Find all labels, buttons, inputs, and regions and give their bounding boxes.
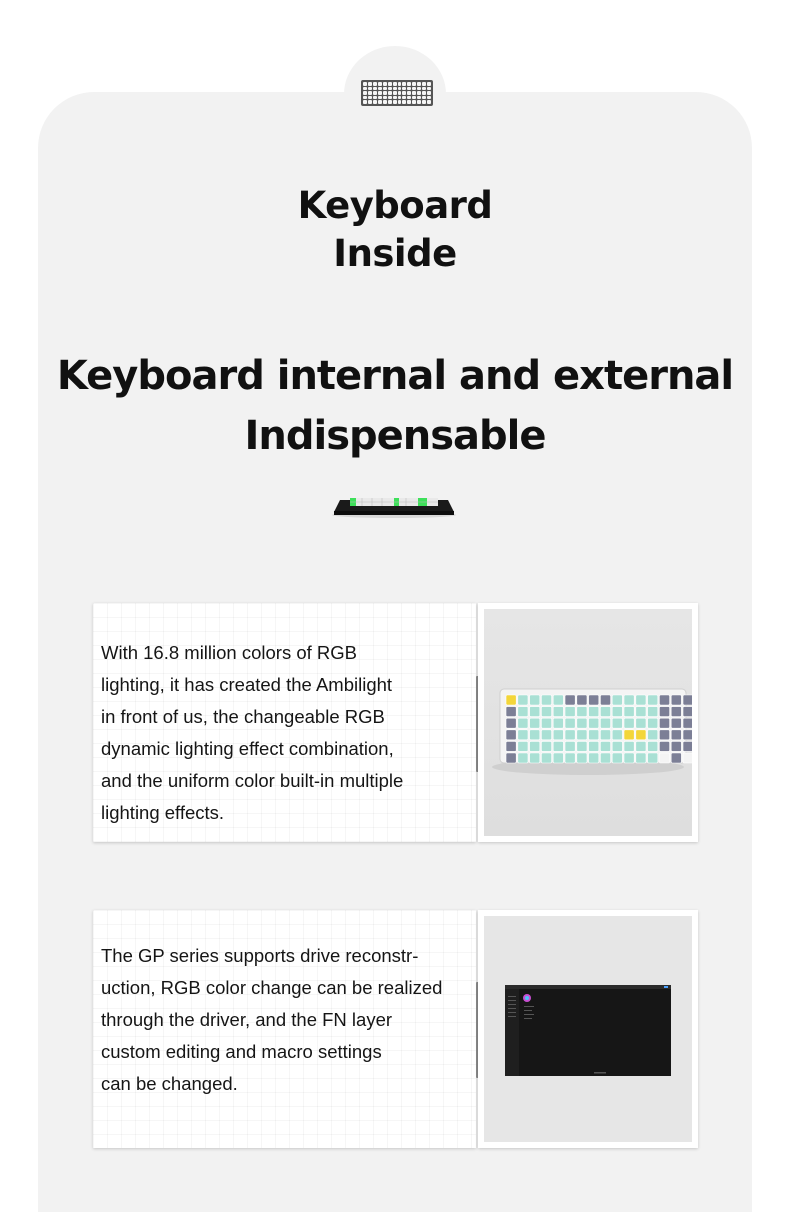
keycap [541,718,551,728]
key [412,91,416,95]
headline [0,346,790,466]
keycap [506,741,516,751]
keycap [683,730,692,740]
keycap [577,695,587,705]
keycap [553,695,563,705]
key [417,82,421,86]
feature-text-rgb: With 16.8 million colors of RGB lighting, it has created the Ambilight in front of us, the changeable RGB dynamic lighting effect combination, and the uniform color built-in multiple lighting effects. [101,642,404,823]
keycap [518,707,528,717]
key [422,100,426,104]
keycap [600,741,610,751]
keycap [565,718,575,728]
keycap [612,741,622,751]
key [407,96,411,100]
key [373,87,377,91]
key [368,87,372,91]
keycap [600,753,610,763]
key [383,91,387,95]
keycap [624,695,634,705]
feature-image-frame-rgb [478,603,698,842]
keycap [577,730,587,740]
keycap [612,707,622,717]
key [393,82,397,86]
keycap [577,707,587,717]
key [398,82,402,86]
keycap [659,730,669,740]
key [393,91,397,95]
keycap [589,707,599,717]
key [393,87,397,91]
key [407,82,411,86]
key [417,96,421,100]
key [427,87,431,91]
keycap [553,718,563,728]
keycap [683,741,692,751]
keycap [636,741,646,751]
keycap [506,753,516,763]
keycap [530,753,540,763]
rgb-keyboard-photo-icon [484,609,692,836]
key [368,100,372,104]
keycap [565,741,575,751]
keycap [659,718,669,728]
keycap [506,695,516,705]
key [422,87,426,91]
keycap [565,730,575,740]
headline-line2: Indispensable [244,413,546,459]
key [417,87,421,91]
keyboard-icon [361,80,433,106]
keycap [518,718,528,728]
key [368,82,372,86]
keycap [541,741,551,751]
keycap [612,753,622,763]
key [398,87,402,91]
keycap [553,707,563,717]
keycap [530,718,540,728]
keycap [518,695,528,705]
keycap [565,695,575,705]
key [373,82,377,86]
key [383,100,387,104]
section-title-line1: Keyboard [297,184,493,227]
key [398,96,402,100]
key [422,82,426,86]
key [373,100,377,104]
keycap [612,695,622,705]
key [417,91,421,95]
keycap [659,753,669,763]
key [402,96,406,100]
feature-text-driver: The GP series supports drive reconstr- uction, RGB color change can be realized through the driver, and the FN layer custom editing and macro settings can be changed. [101,945,443,1094]
keycap [518,753,528,763]
key [412,87,416,91]
keycap [589,695,599,705]
keycap [589,718,599,728]
driver-software-screenshot-icon [484,916,692,1142]
keycap [600,718,610,728]
keycap [600,707,610,717]
keycap [612,730,622,740]
key [363,91,367,95]
keycap [636,707,646,717]
key [363,87,367,91]
keycap [541,707,551,717]
keycap [624,741,634,751]
keycap [671,718,681,728]
keycap [659,695,669,705]
key [417,100,421,104]
key [393,96,397,100]
key [378,96,382,100]
key [427,100,431,104]
keycap [683,695,692,705]
key [427,82,431,86]
key [388,87,392,91]
key [407,100,411,104]
key [388,96,392,100]
keycap [600,695,610,705]
section-title [0,182,790,278]
keycap [541,753,551,763]
keycap [671,753,681,763]
keycap [565,707,575,717]
keycap [530,695,540,705]
keycap [541,730,551,740]
keycap [577,741,587,751]
key [378,100,382,104]
key [368,91,372,95]
key [427,91,431,95]
keycap [565,753,575,763]
key [407,87,411,91]
key [383,82,387,86]
keycap [624,707,634,717]
keycap [541,695,551,705]
keycap [683,753,692,763]
key [383,87,387,91]
keycap [553,741,563,751]
key [412,96,416,100]
keyboard-product-image [332,494,456,518]
key [388,82,392,86]
keycap [648,741,658,751]
key [388,91,392,95]
key [368,96,372,100]
key [402,87,406,91]
keycap [600,730,610,740]
key [393,100,397,104]
key [383,96,387,100]
keycap [683,718,692,728]
key [378,87,382,91]
keycap [577,753,587,763]
key [412,82,416,86]
key [363,100,367,104]
key [427,96,431,100]
section-title-line2: Inside [333,232,457,275]
key [422,96,426,100]
keycap [589,753,599,763]
keycap [671,695,681,705]
key [402,82,406,86]
keycap [683,707,692,717]
keycap [624,718,634,728]
key [373,91,377,95]
feature-image-frame-driver [478,910,698,1148]
keycap [530,741,540,751]
keycap [648,753,658,763]
key [378,91,382,95]
keycap [577,718,587,728]
keycap [648,718,658,728]
keycap [589,741,599,751]
keycap [506,718,516,728]
keycap [518,741,528,751]
keycap [636,753,646,763]
keycap [671,741,681,751]
key [398,100,402,104]
key [407,91,411,95]
key [388,100,392,104]
keycap [506,707,516,717]
key [373,96,377,100]
keycap [624,753,634,763]
keycap [648,707,658,717]
keycap [518,730,528,740]
keycap [659,741,669,751]
keycap [553,730,563,740]
keycap [624,730,634,740]
keycap [636,718,646,728]
key [402,100,406,104]
keycap [506,730,516,740]
keycap [589,730,599,740]
key [363,82,367,86]
keycap [636,730,646,740]
keycap [648,730,658,740]
key [422,91,426,95]
key [398,91,402,95]
key [363,96,367,100]
keycap [553,753,563,763]
keycap [530,730,540,740]
key [402,91,406,95]
keycap [636,695,646,705]
key [378,82,382,86]
keycap [671,730,681,740]
keycap [530,707,540,717]
headline-line1: Keyboard internal and external [56,353,734,399]
keycap [648,695,658,705]
keycap [659,707,669,717]
keycap [671,707,681,717]
keycap [612,718,622,728]
key [412,100,416,104]
